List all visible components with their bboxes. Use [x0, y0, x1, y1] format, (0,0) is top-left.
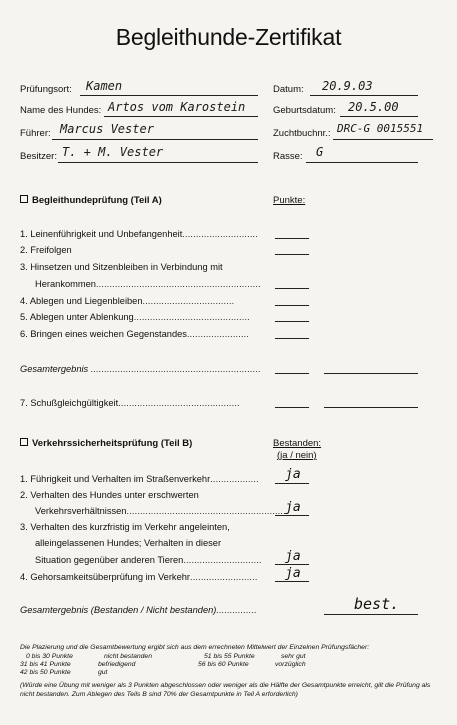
teil-a-item-6: 6. Bringen eines weichen Gegenstandes.......................	[20, 329, 250, 339]
teil-a-total-line	[275, 373, 309, 374]
teil-a-score-line-2	[275, 254, 309, 255]
teil-b-gesamtergebnis: Gesamtergebnis (Bestanden / Nicht bestanden)...............	[20, 605, 257, 615]
footer-note: (Würde eine Übung mit weniger als 3 Punkten abgeschlossen oder weniger als die Hälfte der Gesamtpunkte erreicht, gilt die Prüfung als nicht bestanden. Zum Ablegen des Teils B sind 70% der Gesamtpunkte in Teil A erforderlich)	[20, 682, 431, 698]
rasse-label: Rasse:	[273, 151, 303, 162]
teil-a-item-3b: Herankommen.............................................................	[35, 279, 261, 289]
pruefungsort-label: Prüfungsort:	[20, 84, 72, 95]
teil-b-answer-line-4	[275, 581, 309, 582]
teil-a-score-line-4	[275, 305, 309, 306]
teil-b-answer-1: ja	[285, 467, 301, 482]
geburtsdatum-value: 20.5.00	[348, 100, 399, 114]
checkbox-icon	[20, 195, 28, 203]
teil-a-total-line-2	[324, 373, 418, 374]
geburtsdatum-line	[340, 116, 418, 117]
teil-b-item-3c: Situation gegenüber anderen Tieren.............................	[35, 555, 262, 565]
teil-b-result-value: best.	[354, 595, 400, 613]
footer-scale-row-3: 42 bis 50 Punkte gut	[20, 669, 108, 676]
zuchtbuchnr-line	[333, 139, 433, 140]
schuss-score-line-2	[324, 407, 418, 408]
rasse-line	[306, 162, 418, 163]
checkbox-icon	[20, 438, 28, 446]
teil-a-score-line-5	[275, 321, 309, 322]
datum-label: Datum:	[273, 84, 304, 95]
teil-a-score-line-3	[275, 288, 309, 289]
hundename-value: Artos vom Karostein	[108, 100, 246, 114]
teil-a-item-2: 2. Freifolgen	[20, 245, 72, 255]
besitzer-value: T. + M. Vester	[62, 145, 164, 159]
teil-b-result-line	[324, 614, 418, 615]
pruefungsort-value: Kamen	[86, 79, 123, 93]
besitzer-label: Besitzer:	[20, 151, 57, 162]
teil-a-gesamtergebnis: Gesamtergebnis ...............................................................	[20, 364, 261, 374]
bestanden-header: Bestanden:	[273, 438, 322, 449]
teil-b-item-2b: Verkehrsverhältnissen............................................................	[35, 506, 289, 516]
teil-b-answer-2: ja	[285, 500, 301, 515]
teil-b-item-2: 2. Verhalten des Hundes unter erschwerten	[20, 490, 199, 500]
teil-b-heading: Verkehrssicherheitsprüfung (Teil B)	[20, 438, 192, 449]
fuehrer-line	[52, 139, 258, 140]
hundename-label: Name des Hundes:	[20, 105, 102, 116]
datum-value: 20.9.03	[322, 79, 373, 93]
teil-b-item-3: 3. Verhalten des kurzfristig im Verkehr angeleinten,	[20, 522, 230, 532]
datum-line	[310, 95, 418, 96]
teil-a-item-1: 1. Leinenführigkeit und Unbefangenheit............................	[20, 229, 258, 239]
geburtsdatum-label: Geburtsdatum:	[273, 105, 336, 116]
punkte-header: Punkte:	[273, 195, 306, 206]
hundename-line	[104, 116, 258, 117]
fuehrer-label: Führer:	[20, 128, 51, 139]
footer-scale-row-1: 0 bis 30 Punkte nicht bestanden 51 bis 55 Punkte sehr gut	[26, 653, 306, 660]
teil-b-item-4: 4. Gehorsamkeitsüberprüfung im Verkehr.........................	[20, 572, 258, 582]
teil-a-score-line-1	[275, 238, 309, 239]
teil-a-item-3: 3. Hinsetzen und Sitzenbleiben in Verbindung mit	[20, 262, 223, 272]
rasse-value: G	[316, 145, 324, 159]
page-title: Begleithunde-Zertifikat	[115, 24, 342, 50]
teil-a-item-4: 4. Ablegen und Liegenbleiben..................................	[20, 296, 235, 306]
footer-intro: Die Plazierung und die Gesamtbewertung ergibt sich aus dem errechneten Mittelwert der Einzelnen Prüfungsfächer:	[20, 644, 370, 651]
fuehrer-value: Marcus Vester	[60, 122, 154, 136]
teil-a-score-line-6	[275, 338, 309, 339]
zuchtbuchnr-label: Zuchtbuchnr.:	[273, 128, 331, 139]
teil-a-item-5: 5. Ablegen unter Ablenkung...........................................	[20, 312, 250, 322]
teil-b-item-3b: alleingelassenen Hundes; Verhalten in dieser	[35, 538, 222, 548]
teil-b-answer-line-1	[275, 483, 309, 484]
zuchtbuchnr-value: DRC-G 0015551	[337, 122, 424, 135]
schuss-item: 7. Schußgleichgültigkeit.............................................	[20, 398, 240, 408]
besitzer-line	[58, 162, 258, 163]
teil-b-answer-line-3	[275, 564, 309, 565]
teil-b-answer-line-2	[275, 515, 309, 516]
teil-b-item-1: 1. Führigkeit und Verhalten im Straßenverkehr..................	[20, 474, 259, 484]
teil-b-answer-4: ja	[285, 566, 301, 581]
teil-a-heading: Begleithundeprüfung (Teil A)	[20, 195, 162, 206]
teil-b-answer-3: ja	[285, 549, 301, 564]
schuss-score-line	[275, 407, 309, 408]
bestanden-subheader: (ja / nein)	[277, 450, 317, 461]
footer-scale-row-2: 31 bis 41 Punkte befriedigend 56 bis 60 Punkte vorzüglich	[20, 661, 306, 668]
pruefungsort-line	[80, 95, 258, 96]
